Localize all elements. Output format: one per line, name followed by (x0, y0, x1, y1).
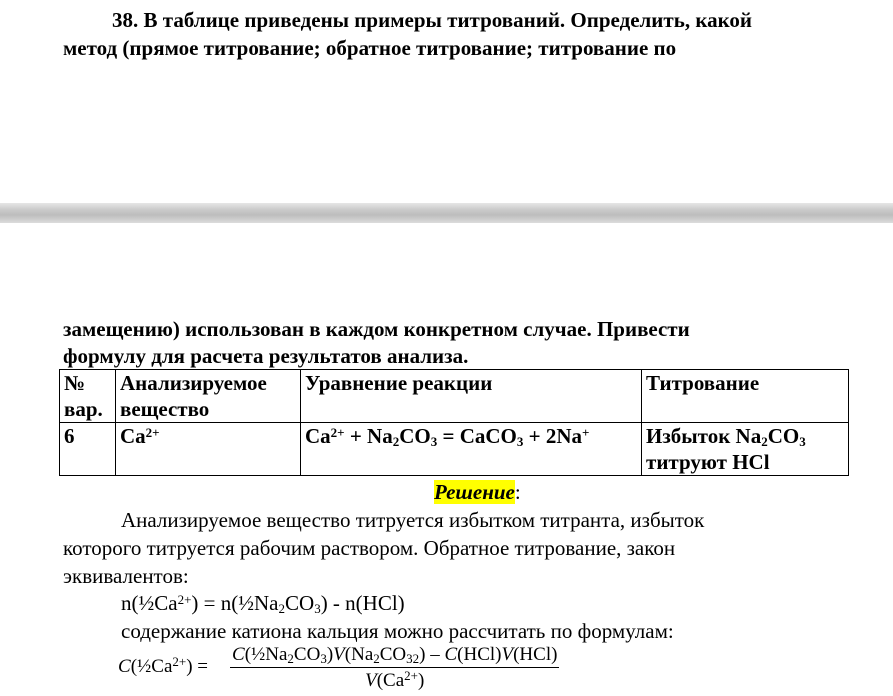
formula-intro: содержание катиона кальция можно рассчитать по формулам: (121, 619, 674, 643)
formula-lhs: $C(\frac{1}{2}Ca^{2+})$ = (118, 654, 209, 677)
header-variant-number: № вар. (60, 370, 116, 423)
paragraph-line-1: Анализируемое вещество титруется избытком титранта, избыток (121, 508, 705, 532)
titration-table (59, 369, 849, 476)
equivalence-equation: $n(\frac{1}{2}Ca^{2+})$ = $n(\frac{1}{2}Na_2CO_3) - n(HCl)$ (121, 591, 405, 616)
header-reaction-equation: Уравнение реакции (301, 370, 642, 423)
formula-numerator: $C(\frac{1}{2}Na_2CO_3)V(Na_2CO_{32}) - C(HCl)V(HCl)$ (232, 644, 558, 666)
document-page-2 (0, 223, 893, 696)
task-text-line-4: формулу для расчета результатов анализа. (63, 344, 469, 368)
document-page-1 (0, 0, 893, 203)
formula-fraction (230, 643, 559, 694)
task-text-line-3: замещению) использован в каждом конкретном случае. Привести (63, 317, 690, 341)
table-row (60, 423, 849, 476)
cell-analyte: $Ca^{2+}$ (116, 423, 301, 476)
cell-titration: Избыток $Na_2CO_3$ титруют HCl (642, 423, 849, 476)
calcium-content-formula (118, 643, 598, 695)
cell-variant-number: 6 (60, 423, 116, 476)
table-header-row (60, 370, 849, 423)
header-analyte: Анализируемое вещество (116, 370, 301, 423)
header-titration: Титрование (642, 370, 849, 423)
paragraph-line-3: эквивалентов: (63, 564, 189, 588)
paragraph-line-2: которого титруется рабочим раствором. Обратное титрование, закон (63, 536, 676, 560)
solution-heading: Решение: (434, 480, 521, 504)
task-title-line-1: 38. В таблице приведены примеры титрований. Определить, какой (112, 8, 753, 32)
page-separator (0, 203, 893, 223)
cell-reaction-equation: $Ca^{2+} + Na_2CO_3$ = CaCO$_3$ + 2Na+ (301, 423, 642, 476)
formula-denominator: $V(Ca^{2+})$ (365, 668, 425, 691)
task-title-line-2: метод (прямое титрование; обратное титрование; титрование по (63, 36, 677, 60)
